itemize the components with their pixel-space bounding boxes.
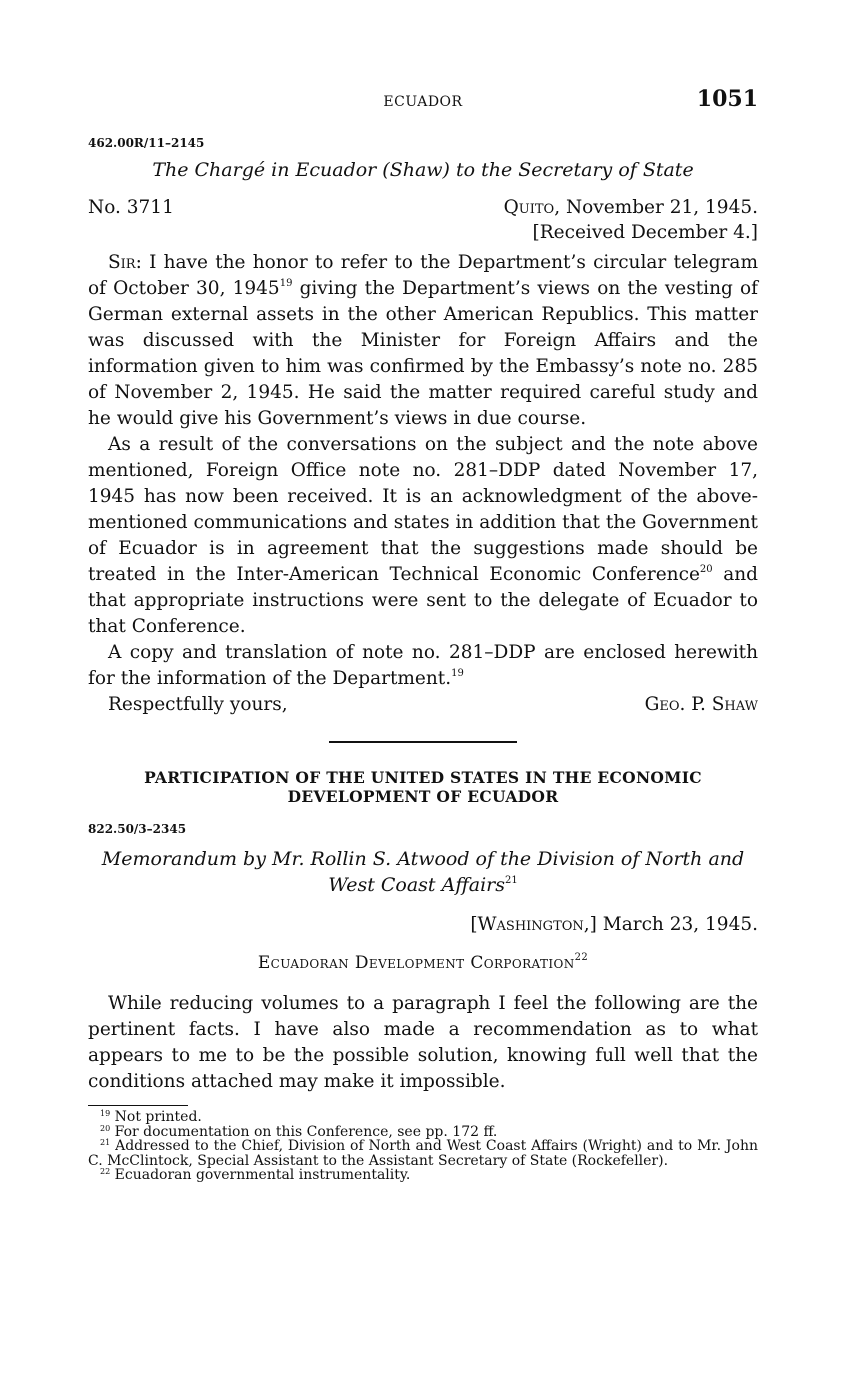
section-divider <box>329 741 517 743</box>
dateline <box>88 195 758 220</box>
date: , November 21, 1945. <box>554 197 758 218</box>
footnote-ref: 22 <box>574 952 589 963</box>
page <box>88 84 758 1183</box>
footnote-ref: 21 <box>505 875 518 886</box>
place: Quito <box>503 197 555 218</box>
corp-heading: Ecuadoran Development Corporation$^{22}$ <box>257 952 589 973</box>
place-date <box>504 195 758 220</box>
footnote-ref: 20 <box>699 564 713 575</box>
document-title: The Chargé in Ecuador (Shaw) to the Secretary of State <box>152 159 694 181</box>
footnote: $^{22}$ Ecuadoran governmental instrumentality. <box>100 1167 411 1183</box>
closing <box>88 692 758 718</box>
footnote-ref: 19 <box>451 668 464 679</box>
despatch-number: No. 3711 <box>88 197 174 218</box>
footnotes <box>88 1110 758 1183</box>
footnote: $^{21}$ Addressed to the Chief, Division of North and West Coast Affairs (Wright) and to Mr. John C. McClintock, Special Assistant to the Assistant Secretary of State (Rockefeller). <box>88 1138 758 1169</box>
memo-paragraph: While reducing volumes to a paragraph I feel the following are the pertinent facts. I have also made a recommendation as to what appears to me to be the possible solution, knowing full well that the conditions attached may make it impossible. <box>88 993 758 1092</box>
memo-date: [Washington,] March 23, 1945. <box>470 914 758 935</box>
received-date: [Received December 4.] <box>532 222 758 243</box>
body-paragraph: Sir: I have the honor to refer to the Department’s circular telegram of October 30, 1945$^{19}$ giving the Department’s views on the vesting of German external assets in the other American Republics. This matter was discussed with the Minister for Foreign Affairs and the information given to him was confirmed by the Embassy’s note no. 285 of November 2, 1945. He said the matter required careful study and he would give his Government’s views in due course. <box>88 252 758 429</box>
body-paragraph: As a result of the conversations on the subject and the note above mentioned, Foreign Office note no. 281–DDP dated November 17, 1945 has now been received. It is an acknowledgment of the above-mentioned communications and states in addition that the Government of Ecuador is in agreement that the suggestions made should be treated in the Inter-American Technical Economic Conference$^{20}$ and that appropriate instructions were sent to the delegate of Ecuador to that Conference. <box>88 434 758 637</box>
file-number: 462.00R/11–2145 <box>88 136 205 150</box>
footnote-ref: 19 <box>279 278 293 289</box>
running-head: ECUADOR <box>383 94 463 110</box>
footnote: $^{20}$ For documentation on this Conference, see pp. 172 ff. <box>100 1123 498 1140</box>
salutation: Sir <box>108 252 136 273</box>
file-number: 822.50/3–2345 <box>88 822 187 836</box>
signature: Geo. P. Shaw <box>644 694 758 715</box>
footnote-divider <box>88 1105 188 1106</box>
body-paragraph: A copy and translation of note no. 281–DDP are enclosed herewith for the information of the Department.$^{19}$ <box>88 642 758 689</box>
page-number: 1051 <box>696 86 758 112</box>
footnote: $^{19}$ Not printed. <box>100 1109 202 1125</box>
page-header <box>88 84 758 116</box>
section-heading: PARTICIPATION OF THE UNITED STATES IN THE ECONOMIC DEVELOPMENT OF ECUADOR <box>144 768 702 806</box>
complimentary-close: Respectfully yours, <box>108 694 288 715</box>
memo-title: Memorandum by Mr. Rollin S. Atwood of the Division of North and West Coast Affairs$^{21}$ <box>101 848 745 896</box>
